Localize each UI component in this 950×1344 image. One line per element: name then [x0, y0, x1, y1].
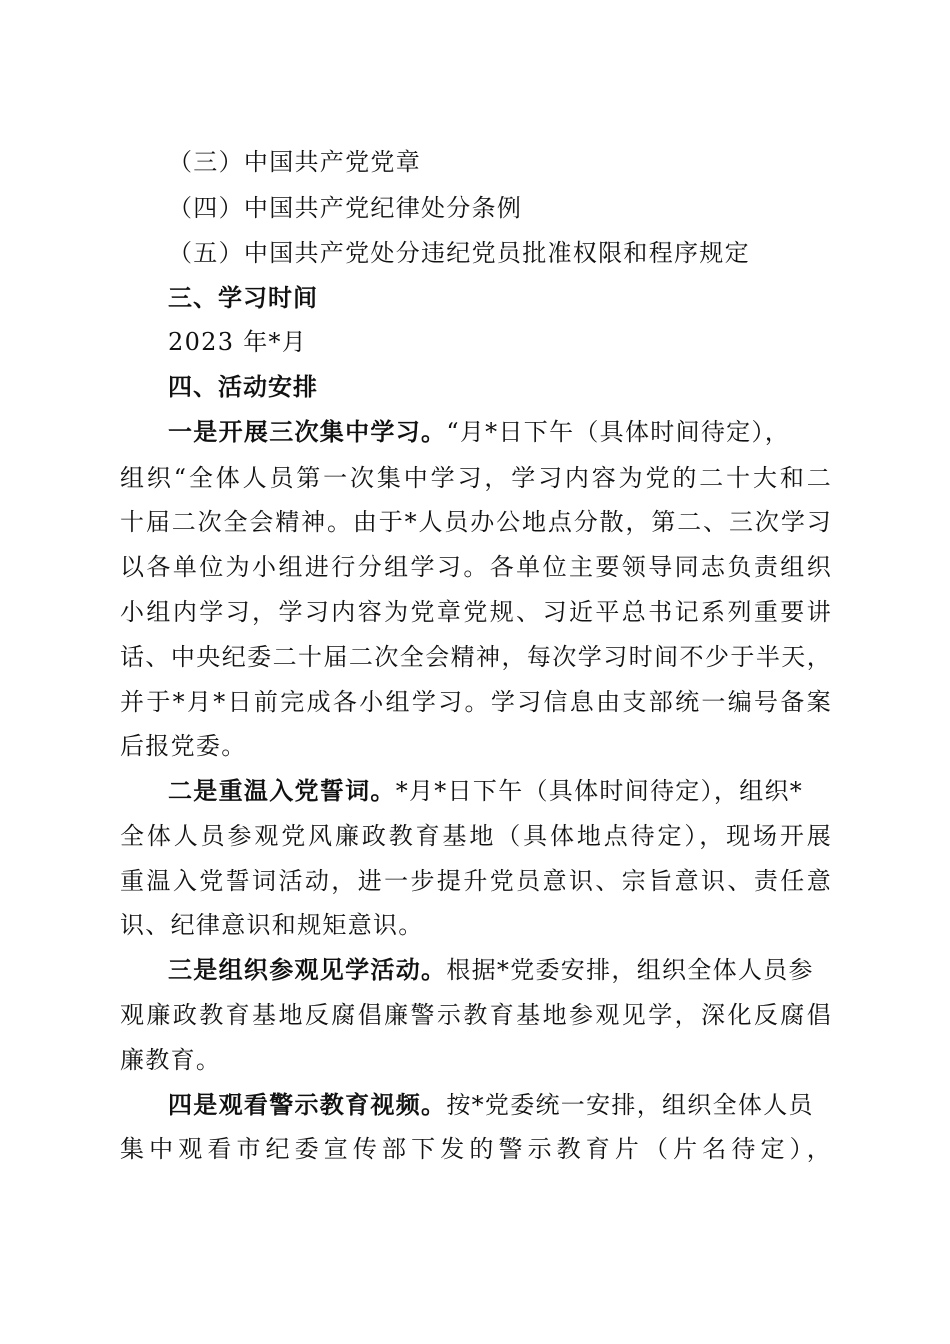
paragraph-2-line: 全体人员参观党风廉政教育基地（具体地点待定），现场开展 — [120, 822, 832, 850]
paragraph-3-line: 观廉政教育基地反腐倡廉警示教育基地参观见学，深化反腐倡 — [120, 1001, 832, 1029]
paragraph-1-line: 后报党委。 — [120, 732, 247, 760]
paragraph-1-line: 组织“全体人员第一次集中学习，学习内容为党的二十大和二 — [120, 464, 832, 492]
paragraph-3-first-line-text: 根据*党委安排，组织全体人员参 — [446, 956, 814, 984]
paragraph-1-first-line-text: “月*日下午（具体时间待定）， — [446, 418, 791, 446]
paragraph-4-lead: 四是观看警示教育视频。 — [168, 1091, 447, 1119]
paragraph-2-line: 识、纪律意识和规矩意识。 — [120, 911, 424, 939]
paragraph-2-line: 重温入党誓词活动，进一步提升党员意识、宗旨意识、责任意 — [120, 867, 832, 895]
paragraph-1-line: 并于*月*日前完成各小组学习。学习信息由支部统一编号备案 — [120, 688, 832, 716]
section-heading-study-time: 三、学习时间 — [168, 284, 318, 312]
paragraph-1-lead: 一是开展三次集中学习。 — [168, 418, 447, 446]
study-time-value: 2023 年*月 — [168, 328, 308, 356]
paragraph-4-first-line — [168, 1089, 832, 1121]
paragraph-1-line: 以各单位为小组进行分组学习。各单位主要领导同志负责组织 — [120, 553, 832, 581]
paragraph-1-line: 小组内学习，学习内容为党章党规、习近平总书记系列重要讲 — [120, 598, 832, 626]
paragraph-3-line: 廉教育。 — [120, 1046, 222, 1074]
paragraph-1-line: 十届二次全会精神。由于*人员办公地点分散，第二、三次学习 — [120, 508, 832, 536]
paragraph-3-first-line — [168, 954, 832, 986]
paragraph-4-line: 集中观看市纪委宣传部下发的警示教育片（片名待定）， — [120, 1135, 832, 1163]
list-item-4: （四）中国共产党纪律处分条例 — [168, 194, 523, 222]
list-item-5: （五）中国共产党处分违纪党员批准权限和程序规定 — [168, 239, 750, 267]
paragraph-1-first-line — [168, 416, 832, 448]
paragraph-2-lead: 二是重温入党誓词。 — [168, 777, 396, 805]
paragraph-1-line: 话、中央纪委二十届二次全会精神，每次学习时间不少于半天， — [120, 643, 832, 671]
paragraph-4-first-line-text: 按*党委统一安排，组织全体人员 — [446, 1091, 814, 1119]
paragraph-2-first-line — [168, 775, 832, 807]
paragraph-3-lead: 三是组织参观见学活动。 — [168, 956, 447, 984]
paragraph-2-first-line-text: *月*日下午（具体时间待定），组织* — [395, 777, 804, 805]
list-item-3: （三）中国共产党党章 — [168, 148, 421, 176]
section-heading-activities: 四、活动安排 — [168, 373, 318, 401]
